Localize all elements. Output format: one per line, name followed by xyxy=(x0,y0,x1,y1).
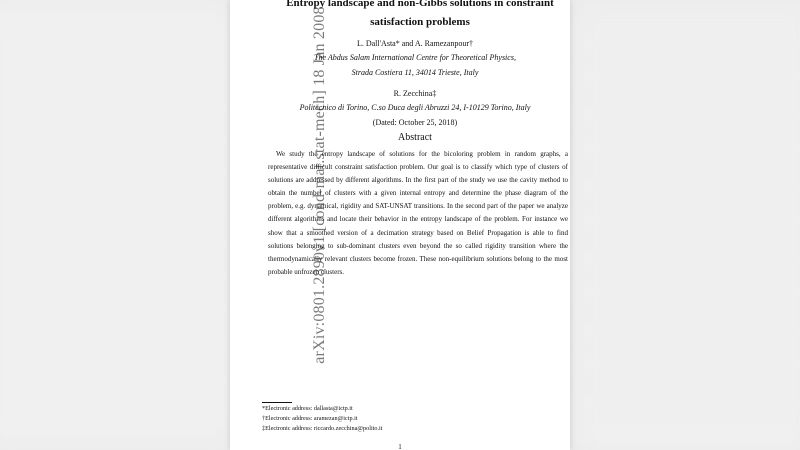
blurred-background-right xyxy=(570,0,800,450)
footnote-1: *Electronic address: dallasta@ictp.it xyxy=(262,405,353,412)
dated-line: (Dated: October 25, 2018) xyxy=(372,118,458,127)
abstract-text: We study the entropy landscape of solutions for the bicoloring problem in random graphs, a representative difficult constraint satisfaction problem. Our goal is to classify which type of clusters of solutions are addressed by different algorithms. In the first part of the study we use the cavity method to obtain the number of clusters with a given internal entropy and determine the phase diagram of the problem, e.g. dynamical, rigidity and SAT-UNSAT transitions. In the second part of the paper we analyze different algorithms and locate their behavior in the entropy landscape of the problem. For instance we show that a smoothed version of a decimation strategy based on Belief Propagation is able to find solutions belonging to sub-dominant clusters even beyond the so called rigidity transition where the thermodynamically relevant clusters become frozen. These non-equilibrium solutions belong to the most probable unfrozen clusters. xyxy=(268,150,568,276)
abstract-heading: Abstract xyxy=(398,132,432,143)
arxiv-stamp: arXiv:0801.2890v1 [cond-mat.stat-mech] 18 Jan 2008 xyxy=(311,6,328,364)
affiliation-2: Politecnico di Torino, C.so Duca degli Abruzzi 24, I-10129 Torino, Italy xyxy=(299,103,531,112)
paper-page xyxy=(230,0,570,450)
title-line-1: Entropy landscape and non-Gibbs solutions in constraint xyxy=(286,0,554,9)
footnote-rule xyxy=(262,402,292,403)
affiliation-1-line-1: The Abdus Salam International Centre for Theoretical Physics, xyxy=(314,53,516,62)
paper-title xyxy=(270,0,570,32)
footnote-2: †Electronic address: aramezan@ictp.it xyxy=(262,415,358,422)
affiliation-1-line-2: Strada Costiera 11, 34014 Trieste, Italy xyxy=(351,68,479,77)
authors-line-1: L. Dall'Asta* and A. Ramezanpour† xyxy=(356,39,474,48)
page-number: 1 xyxy=(398,443,402,450)
footnote-3: ‡Electronic address: riccardo.zecchina@polito.it xyxy=(262,425,383,432)
authors-line-2: R. Zecchina‡ xyxy=(393,89,437,98)
blurred-background-left xyxy=(0,0,240,450)
title-line-2: satisfaction problems xyxy=(370,16,470,28)
